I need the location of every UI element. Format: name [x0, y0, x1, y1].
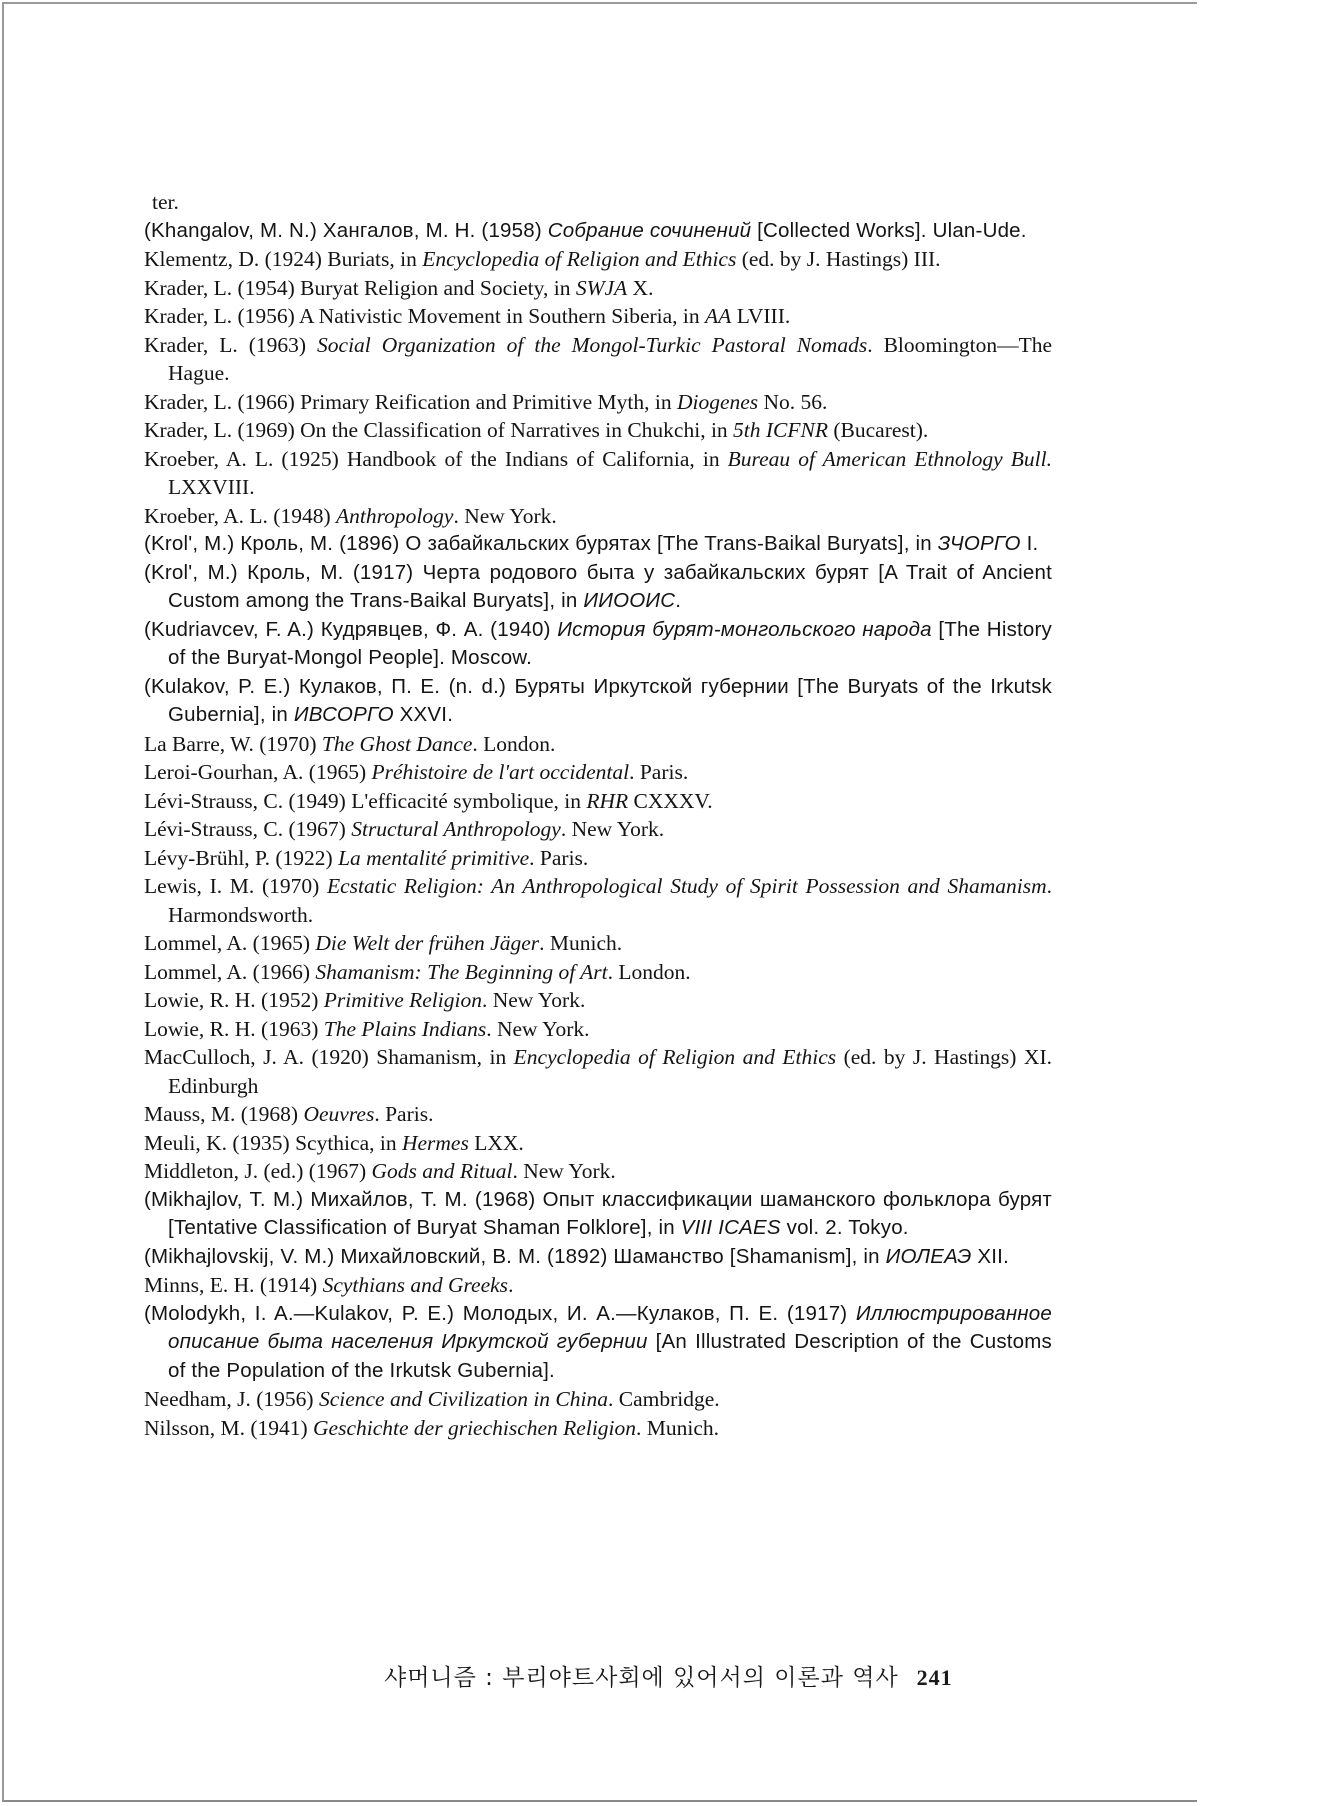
reference-title: The Ghost Dance	[321, 731, 473, 756]
reference-text: X.	[627, 275, 654, 300]
reference-text: . New York.	[560, 817, 665, 841]
book-page	[2, 2, 1197, 1802]
reference-title: ЗЧОРГО	[937, 532, 1021, 555]
reference-entry	[144, 559, 1052, 616]
reference-text: .	[508, 1273, 514, 1297]
reference-text: Lommel, A. (1965)	[144, 931, 316, 955]
reference-text: Lommel, A. (1966)	[144, 959, 316, 984]
reference-text: (Khangalov, M. N.) Хангалов, М. Н. (1958)	[144, 218, 548, 242]
reference-text: . New York.	[481, 988, 586, 1012]
reference-text: (ed. by J. Hastings) XI. Edinburgh	[168, 1045, 1052, 1098]
reference-text: [An Illustrated Description of the Customs of the Population of the Irkutsk Gubernia].	[168, 1330, 1052, 1382]
reference-text: Kroeber, A. L. (1925) Handbook of the Indians of California, in	[144, 446, 728, 471]
reference-text: . Paris.	[374, 1102, 434, 1126]
reference-entry	[144, 245, 1052, 274]
reference-entry	[144, 872, 1052, 929]
reference-text: Leroi-Gourhan, A. (1965)	[144, 760, 372, 784]
reference-text: XXVI.	[393, 703, 454, 726]
reference-text: Mauss, M. (1968)	[144, 1102, 304, 1126]
reference-title: Hermes	[401, 1130, 469, 1155]
reference-text: [The History of the Buryat-Mongol People]. Moscow.	[168, 617, 1052, 669]
reference-title: 5th ICFNR	[733, 418, 829, 442]
reference-text: CXXXV.	[628, 788, 713, 813]
reference-text: . Bloomington—The Hague.	[168, 332, 1052, 385]
reference-text: Middleton, J. (ed.) (1967)	[144, 1159, 372, 1183]
reference-text: . Harmondsworth.	[168, 874, 1053, 927]
reference-title: La mentalité primitive	[338, 845, 530, 870]
reference-text: (ed. by J. Hastings) III.	[736, 247, 941, 271]
reference-entry	[144, 445, 1052, 502]
reference-text: Krader, L. (1954) Buryat Religion and Society, in	[144, 275, 576, 300]
reference-text: ter.	[152, 190, 179, 214]
reference-text: . Munich.	[539, 931, 623, 955]
reference-text: . Cambridge.	[607, 1387, 720, 1411]
page-footer	[384, 1659, 1024, 1692]
reference-title: Scythians and Greeks	[322, 1273, 509, 1297]
reference-title: Science and Civilization in China	[318, 1387, 608, 1411]
reference-entry	[144, 274, 1052, 303]
reference-entry	[144, 502, 1052, 531]
reference-text: XII.	[971, 1244, 1009, 1268]
reference-title: Die Welt der frühen Jäger	[315, 931, 540, 955]
running-title: 샤머니즘 : 부리야트사회에 있어서의 이론과 역사	[384, 1665, 899, 1691]
reference-text: Lévi-Strauss, C. (1949) L'efficacité symbolique, in	[144, 788, 587, 813]
reference-text: MacCulloch, J. A. (1920) Shamanism, in	[144, 1045, 514, 1069]
reference-title: Préhistoire de l'art occidental	[371, 760, 630, 784]
reference-entry	[144, 1271, 1052, 1300]
reference-text: Minns, E. H. (1914)	[144, 1273, 323, 1297]
reference-title: Encyclopedia of Religion and Ethics	[422, 247, 737, 271]
reference-text: vol. 2. Tokyo.	[780, 1216, 909, 1239]
reference-text: Needham, J. (1956)	[144, 1387, 319, 1411]
reference-title: Diogenes	[676, 389, 759, 414]
reference-text: Lowie, R. H. (1952)	[144, 988, 324, 1012]
reference-entry	[144, 530, 1052, 559]
reference-entry	[144, 1015, 1052, 1044]
reference-entry	[144, 1385, 1052, 1414]
reference-text: I.	[1020, 532, 1039, 555]
reference-entry	[144, 958, 1052, 987]
reference-text: Krader, L. (1956) A Nativistic Movement in Southern Siberia, in	[144, 304, 706, 328]
reference-text: Lévi-Strauss, C. (1967)	[144, 817, 352, 841]
reference-title: Encyclopedia of Religion and Ethics	[513, 1045, 837, 1069]
reference-text: (Bucarest).	[828, 418, 929, 442]
reference-text: (Kudriavcev, F. A.) Кудрявцев, Ф. А. (1940)	[144, 617, 558, 641]
reference-title: Ecstatic Religion: An Anthropological Study of Spirit Possession and Shamanism	[326, 874, 1047, 898]
reference-entry	[144, 787, 1052, 816]
reference-text: . London.	[607, 959, 691, 984]
reference-text: . New York.	[512, 1159, 616, 1183]
reference-entry	[144, 1414, 1052, 1443]
reference-text: (Molodykh, I. A.—Kulakov, P. E.) Молодых, И. А.—Кулаков, П. Е. (1917)	[144, 1301, 856, 1325]
reference-title: AA	[705, 304, 732, 328]
reference-text: Klementz, D. (1924) Buriats, in	[144, 247, 423, 271]
reference-entry	[144, 302, 1052, 331]
reference-title: RHR	[586, 788, 629, 813]
reference-text: . New York.	[453, 503, 557, 528]
reference-text: . London.	[472, 731, 556, 756]
reference-text: Lowie, R. H. (1963)	[144, 1016, 324, 1041]
reference-text: Krader, L. (1969) On the Classification of Narratives in Chukchi, in	[144, 418, 734, 442]
reference-text: LXXVIII.	[168, 475, 255, 499]
reference-title: История бурят-монгольского народа	[557, 617, 932, 641]
reference-text: Lévy-Brühl, P. (1922)	[144, 845, 339, 870]
reference-entry	[144, 188, 1052, 217]
reference-text: Krader, L. (1966) Primary Reification and Primitive Myth, in	[144, 389, 677, 414]
reference-text: . New York.	[486, 1016, 590, 1041]
reference-text: Lewis, I. M. (1970)	[144, 874, 327, 898]
reference-entry	[144, 1243, 1052, 1272]
reference-entry	[144, 844, 1052, 873]
reference-entry	[144, 986, 1052, 1015]
reference-entry	[144, 388, 1052, 417]
reference-text: Nilsson, M. (1941)	[144, 1415, 314, 1440]
reference-title: Иллюстрированное описание быта населения Иркутской губернии	[168, 1301, 1052, 1353]
reference-text: Kroeber, A. L. (1948)	[144, 503, 336, 528]
reference-entry	[144, 616, 1052, 673]
reference-title: VIII ICAES	[680, 1216, 781, 1239]
page-number: 241	[916, 1665, 953, 1690]
reference-title: The Plains Indians	[323, 1016, 487, 1041]
reference-entry	[144, 673, 1052, 730]
reference-text: (Krol', M.) Кроль, М. (1896) О забайкальских бурятах [The Trans-Baikal Buryats], in	[144, 532, 938, 555]
reference-entry	[144, 758, 1052, 787]
reference-text: Krader, L. (1963)	[144, 332, 318, 357]
reference-text: No. 56.	[758, 389, 828, 414]
reference-entry	[144, 1186, 1052, 1243]
reference-title: Gods and Ritual	[371, 1159, 513, 1183]
reference-text: LVIII.	[731, 304, 791, 328]
reference-title: ИИООИС	[583, 589, 676, 612]
reference-text: (Mikhajlov, T. M.) Михайлов, Т. М. (1968) Опыт классификации шаманского фольклора бурят [Tentative Classification of Buryat Shaman Folklore], in	[144, 1187, 1052, 1239]
reference-text: Meuli, K. (1935) Scythica, in	[144, 1130, 402, 1155]
reference-text: (Mikhajlovskij, V. M.) Михайловский, В. М. (1892) Шаманство [Shamanism], in	[144, 1244, 886, 1268]
reference-text: LXX.	[468, 1130, 524, 1155]
reference-title: Собрание сочинений	[547, 218, 752, 242]
book-spine-side	[1197, 2, 1330, 1806]
reference-title: Anthropology	[336, 503, 454, 528]
reference-entry	[144, 1157, 1052, 1186]
reference-entry	[144, 1100, 1052, 1129]
reference-entry	[144, 815, 1052, 844]
reference-title: Social Organization of the Mongol-Turkic Pastoral Nomads	[317, 332, 868, 357]
reference-list	[144, 188, 1052, 1442]
reference-text: . Paris.	[629, 760, 689, 784]
reference-text: (Kulakov, P. E.) Кулаков, П. Е. (n. d.) Буряты Иркутской губернии [The Buryats of the Irkutsk Gubernia], in	[144, 674, 1052, 726]
reference-entry	[144, 217, 1052, 246]
reference-title: ИОЛЕАЭ	[885, 1244, 972, 1268]
reference-entry	[144, 1129, 1052, 1158]
reference-title: SWJA	[575, 275, 628, 300]
reference-entry	[144, 1043, 1052, 1100]
reference-title: ИВСОРГО	[293, 703, 394, 726]
reference-text: .	[675, 589, 682, 612]
reference-title: Geschichte der griechischen Religion	[313, 1415, 637, 1440]
reference-title: Primitive Religion	[323, 988, 482, 1012]
reference-entry	[144, 1300, 1052, 1386]
reference-entry	[144, 730, 1052, 759]
reference-title: Shamanism: The Beginning of Art	[315, 959, 608, 984]
reference-entry	[144, 416, 1052, 445]
reference-text: La Barre, W. (1970)	[144, 731, 322, 756]
reference-entry	[144, 929, 1052, 958]
reference-title: Oeuvres	[303, 1102, 375, 1126]
reference-title: Bureau of American Ethnology Bull.	[727, 446, 1052, 471]
reference-title: Structural Anthropology	[351, 817, 561, 841]
reference-text: (Krol', M.) Кроль, М. (1917) Черта родового быта у забайкальских бурят [A Trait of Ancient Custom among the Trans-Baikal Buryats], in	[144, 560, 1052, 612]
reference-text: . Paris.	[529, 845, 589, 870]
reference-text: [Collected Works]. Ulan-Ude.	[751, 218, 1027, 242]
reference-text: . Munich.	[636, 1415, 720, 1440]
reference-entry	[144, 331, 1052, 388]
